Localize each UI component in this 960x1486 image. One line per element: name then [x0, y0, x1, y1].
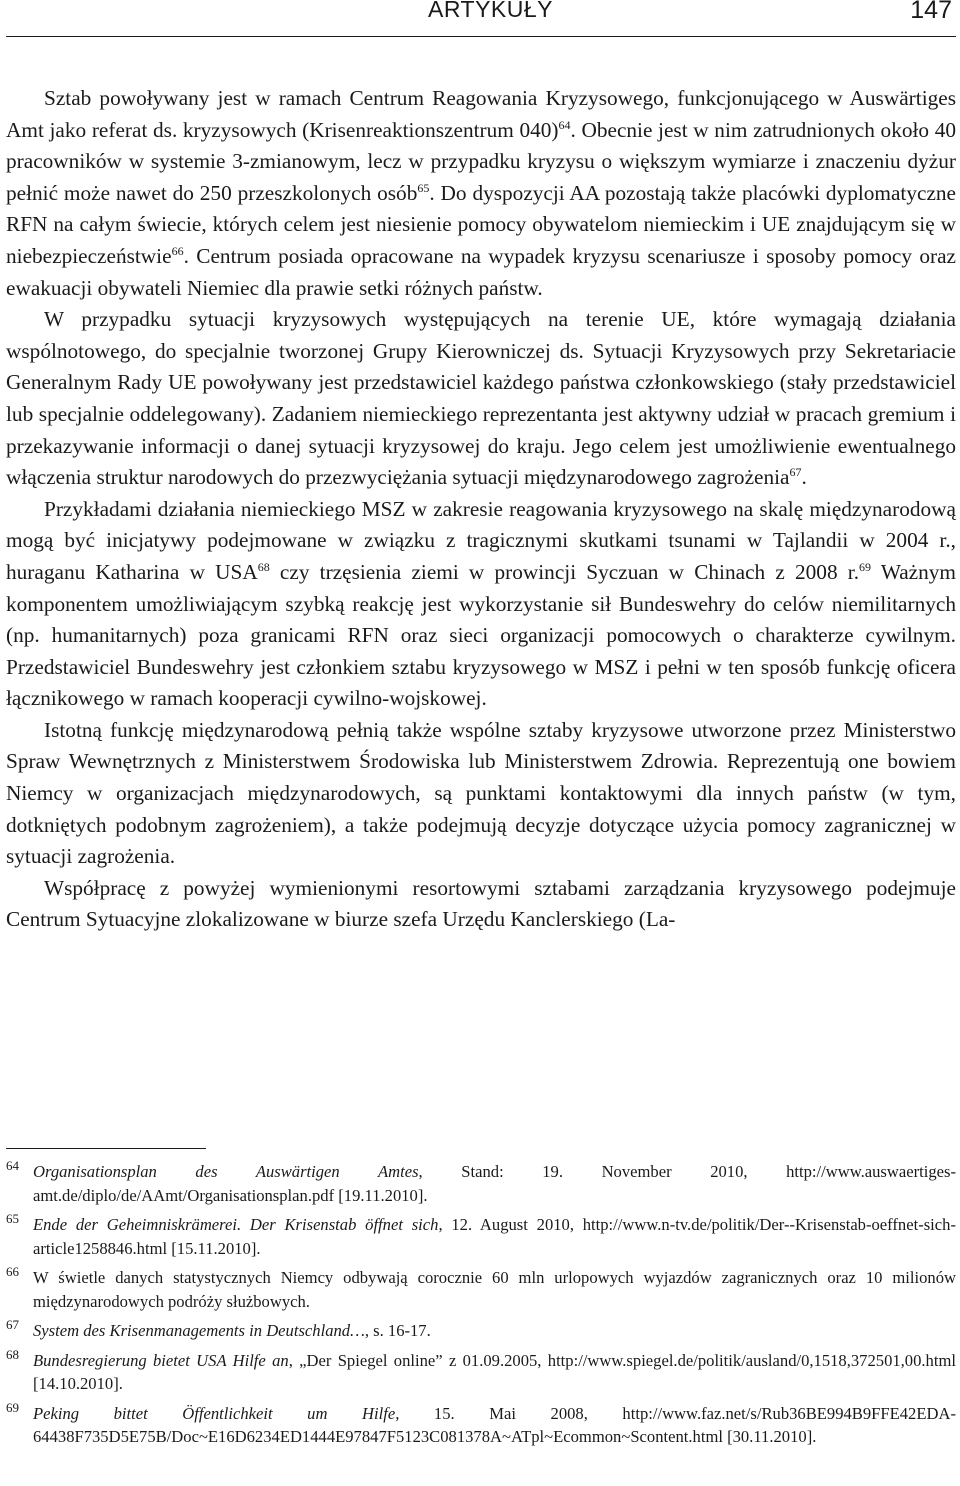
text-run: W świetle danych statystycznych Niemcy odbywają corocznie 60 mln urlopowych wyjazdów zagranicznych oraz 10 milionów międzynarodowych podróży służbowych.: [33, 1268, 956, 1311]
page-number: 147: [910, 0, 952, 24]
text-run: 15. Mai 2008, http://www.faz.net/s/Rub36BE994B9FFE42EDA-64438F735D5E75B/Doc~E16D6234ED1444E97847F5123C081378A~ATpl~Ecommon~Scontent.html [30.11.2010].: [33, 1403, 956, 1446]
italic-title: System des Krisenmanagements in Deutschland…: [33, 1321, 365, 1340]
text-run: . Do dyspozycji AA pozostają także placówki dyplomatyczne RFN na całym świecie, których celem jest niesienie pomocy obywatelom niemieckim i UE znajdującym się w niebezpieczeństwie: [6, 180, 956, 268]
page-header: [0, 0, 960, 38]
text-run: Ważnym komponentem umożliwiającym szybką reakcję jest wykorzystanie sił Bundeswehry do celów niemilitarnych (np. humanitarnych) poza granicami RFN oraz sieci organizacji pomocowych o charakterze cywilnym. Przedstawiciel Bundeswehry jest członkiem sztabu kryzysowego w MSZ i pełni w ten sposób funkcję oficera łącznikowego w ramach kooperacji cywilno-wojskowej.: [6, 559, 956, 711]
footnote: [6, 1213, 956, 1260]
footnote: [6, 1346, 956, 1396]
text-run: Istotną funkcję międzynarodową pełnią także wspólne sztaby kryzysowe utworzone przez Ministerstwo Spraw Wewnętrznych z Ministerstwem Środowiska lub Ministerstwem Zdrowia. Reprezentują one bowiem Niemcy w organizacjach międzynarodowych, są punktami kontaktowymi dla innych państw (w tym, dotkniętych podobnym zagrożeniem), a także podejmują decyzje dotyczące użycia pomocy zagranicznej w sytuacji zagrożenia.: [6, 717, 956, 869]
footnote-number: 65: [6, 1211, 19, 1226]
footnote-ref: 64: [558, 117, 571, 132]
text-run: Przykładami działania niemieckiego MSZ w zakresie reagowania kryzysowego na skalę międzynarodową mogą być inicjatywy podejmowane w związku z tragicznymi skutkami tsunami w Tajlandii w 2004 r., huraganu Katharina w USA: [6, 496, 956, 584]
footnote-number: 67: [6, 1317, 19, 1332]
footnote: [6, 1266, 956, 1313]
text-run: czy trzęsienia ziemi w prowincji Syczuan w Chinach z 2008 r.: [269, 559, 860, 584]
italic-title: Peking bittet Öffentlichkeit um Hilfe,: [33, 1403, 400, 1423]
text-run: . Obecnie jest w nim zatrudnionych około 40 pracowników w systemie 3-zmianowym, lecz w przypadku kryzysu o większym wymiarze i znaczeniu dyżur pełnić może nawet do 250 przeszkolonych osób: [6, 117, 956, 205]
paragraph: [6, 715, 956, 873]
text-run: Sztab powoływany jest w ramach Centrum Reagowania Kryzysowego, funkcjonującego w Auswärtiges Amt jako referat ds. kryzysowych (Krisenreaktionszentrum 040): [6, 86, 956, 142]
text-run: , 12. August 2010, http://www.n-tv.de/politik/Der--Krisenstab-oeffnet-sich-article1258846.html [15.11.2010].: [33, 1215, 956, 1258]
text-run: .: [801, 465, 807, 490]
footnote-number: 66: [6, 1264, 19, 1279]
text-run: , Stand: 19. November 2010, http://www.auswaertiges-amt.de/diplo/de/AAmt/Organisationsplan.pdf [19.11.2010].: [33, 1162, 956, 1205]
header-rule: [6, 36, 956, 37]
footnote: [6, 1160, 956, 1207]
footnote-ref: 67: [789, 465, 802, 480]
text-run: , „Der Spiegel online” z 01.09.2005, http://www.spiegel.de/politik/ausland/0,1518,372501,00.html [14.10.2010].: [33, 1350, 956, 1393]
paragraph: [6, 494, 956, 715]
text-run: , s. 16-17.: [364, 1321, 431, 1340]
footnotes: [6, 1160, 956, 1455]
footnote: [6, 1319, 956, 1343]
paragraph: [6, 304, 956, 494]
text-run: . Centrum posiada opracowane na wypadek kryzysu scenariusze i sposoby pomocy oraz ewakuacji obywateli Niemiec dla prawie setki różnych państw.: [6, 243, 956, 300]
footnote-ref: 65: [417, 180, 430, 195]
italic-title: Bundesregierung bietet USA Hilfe an: [33, 1350, 289, 1370]
text-run: Współpracę z powyżej wymienionymi resortowymi sztabami zarządzania kryzysowego podejmuje Centrum Sytuacyjne zlokalizowane w biurze szefa Urzędu Kanclerskiego (La-: [6, 875, 956, 932]
italic-title: Ende der Geheimniskrämerei. Der Krisenstab öffnet sich: [33, 1215, 439, 1234]
footnote-number: 64: [6, 1158, 19, 1173]
footnote-ref: 68: [257, 559, 270, 574]
text-run: W przypadku sytuacji kryzysowych występujących na terenie UE, które wymagają działania wspólnotowego, do specjalnie tworzonej Grupy Kierowniczej ds. Sytuacji Kryzysowych przy Sekretariacie Generalnym Rady UE powoływany jest przedstawiciel każdego państwa członkowskiego (stały przedstawiciel lub specjalnie oddelegowany). Zadaniem niemieckiego reprezentanta jest aktywny udział w pracach gremium i przekazywanie informacji o danej sytuacji kryzysowej do kraju. Jego celem jest umożliwienie ewentualnego włączenia struktur narodowych do przezwyciężania sytuacji międzynarodowego zagrożenia: [6, 307, 956, 490]
footnote-number: 69: [6, 1399, 19, 1415]
paragraph: [6, 873, 956, 936]
article-body: [6, 83, 956, 936]
footnote-separator: [6, 1148, 206, 1149]
footnote-number: 68: [6, 1346, 19, 1362]
footnote: [6, 1399, 956, 1449]
paragraph: [6, 83, 956, 304]
italic-title: Organisationsplan des Auswärtigen Amtes: [33, 1162, 419, 1181]
footnote-ref: 69: [859, 559, 872, 574]
footnote-ref: 66: [171, 243, 184, 258]
section-title: ARTYKUŁY: [428, 0, 554, 22]
